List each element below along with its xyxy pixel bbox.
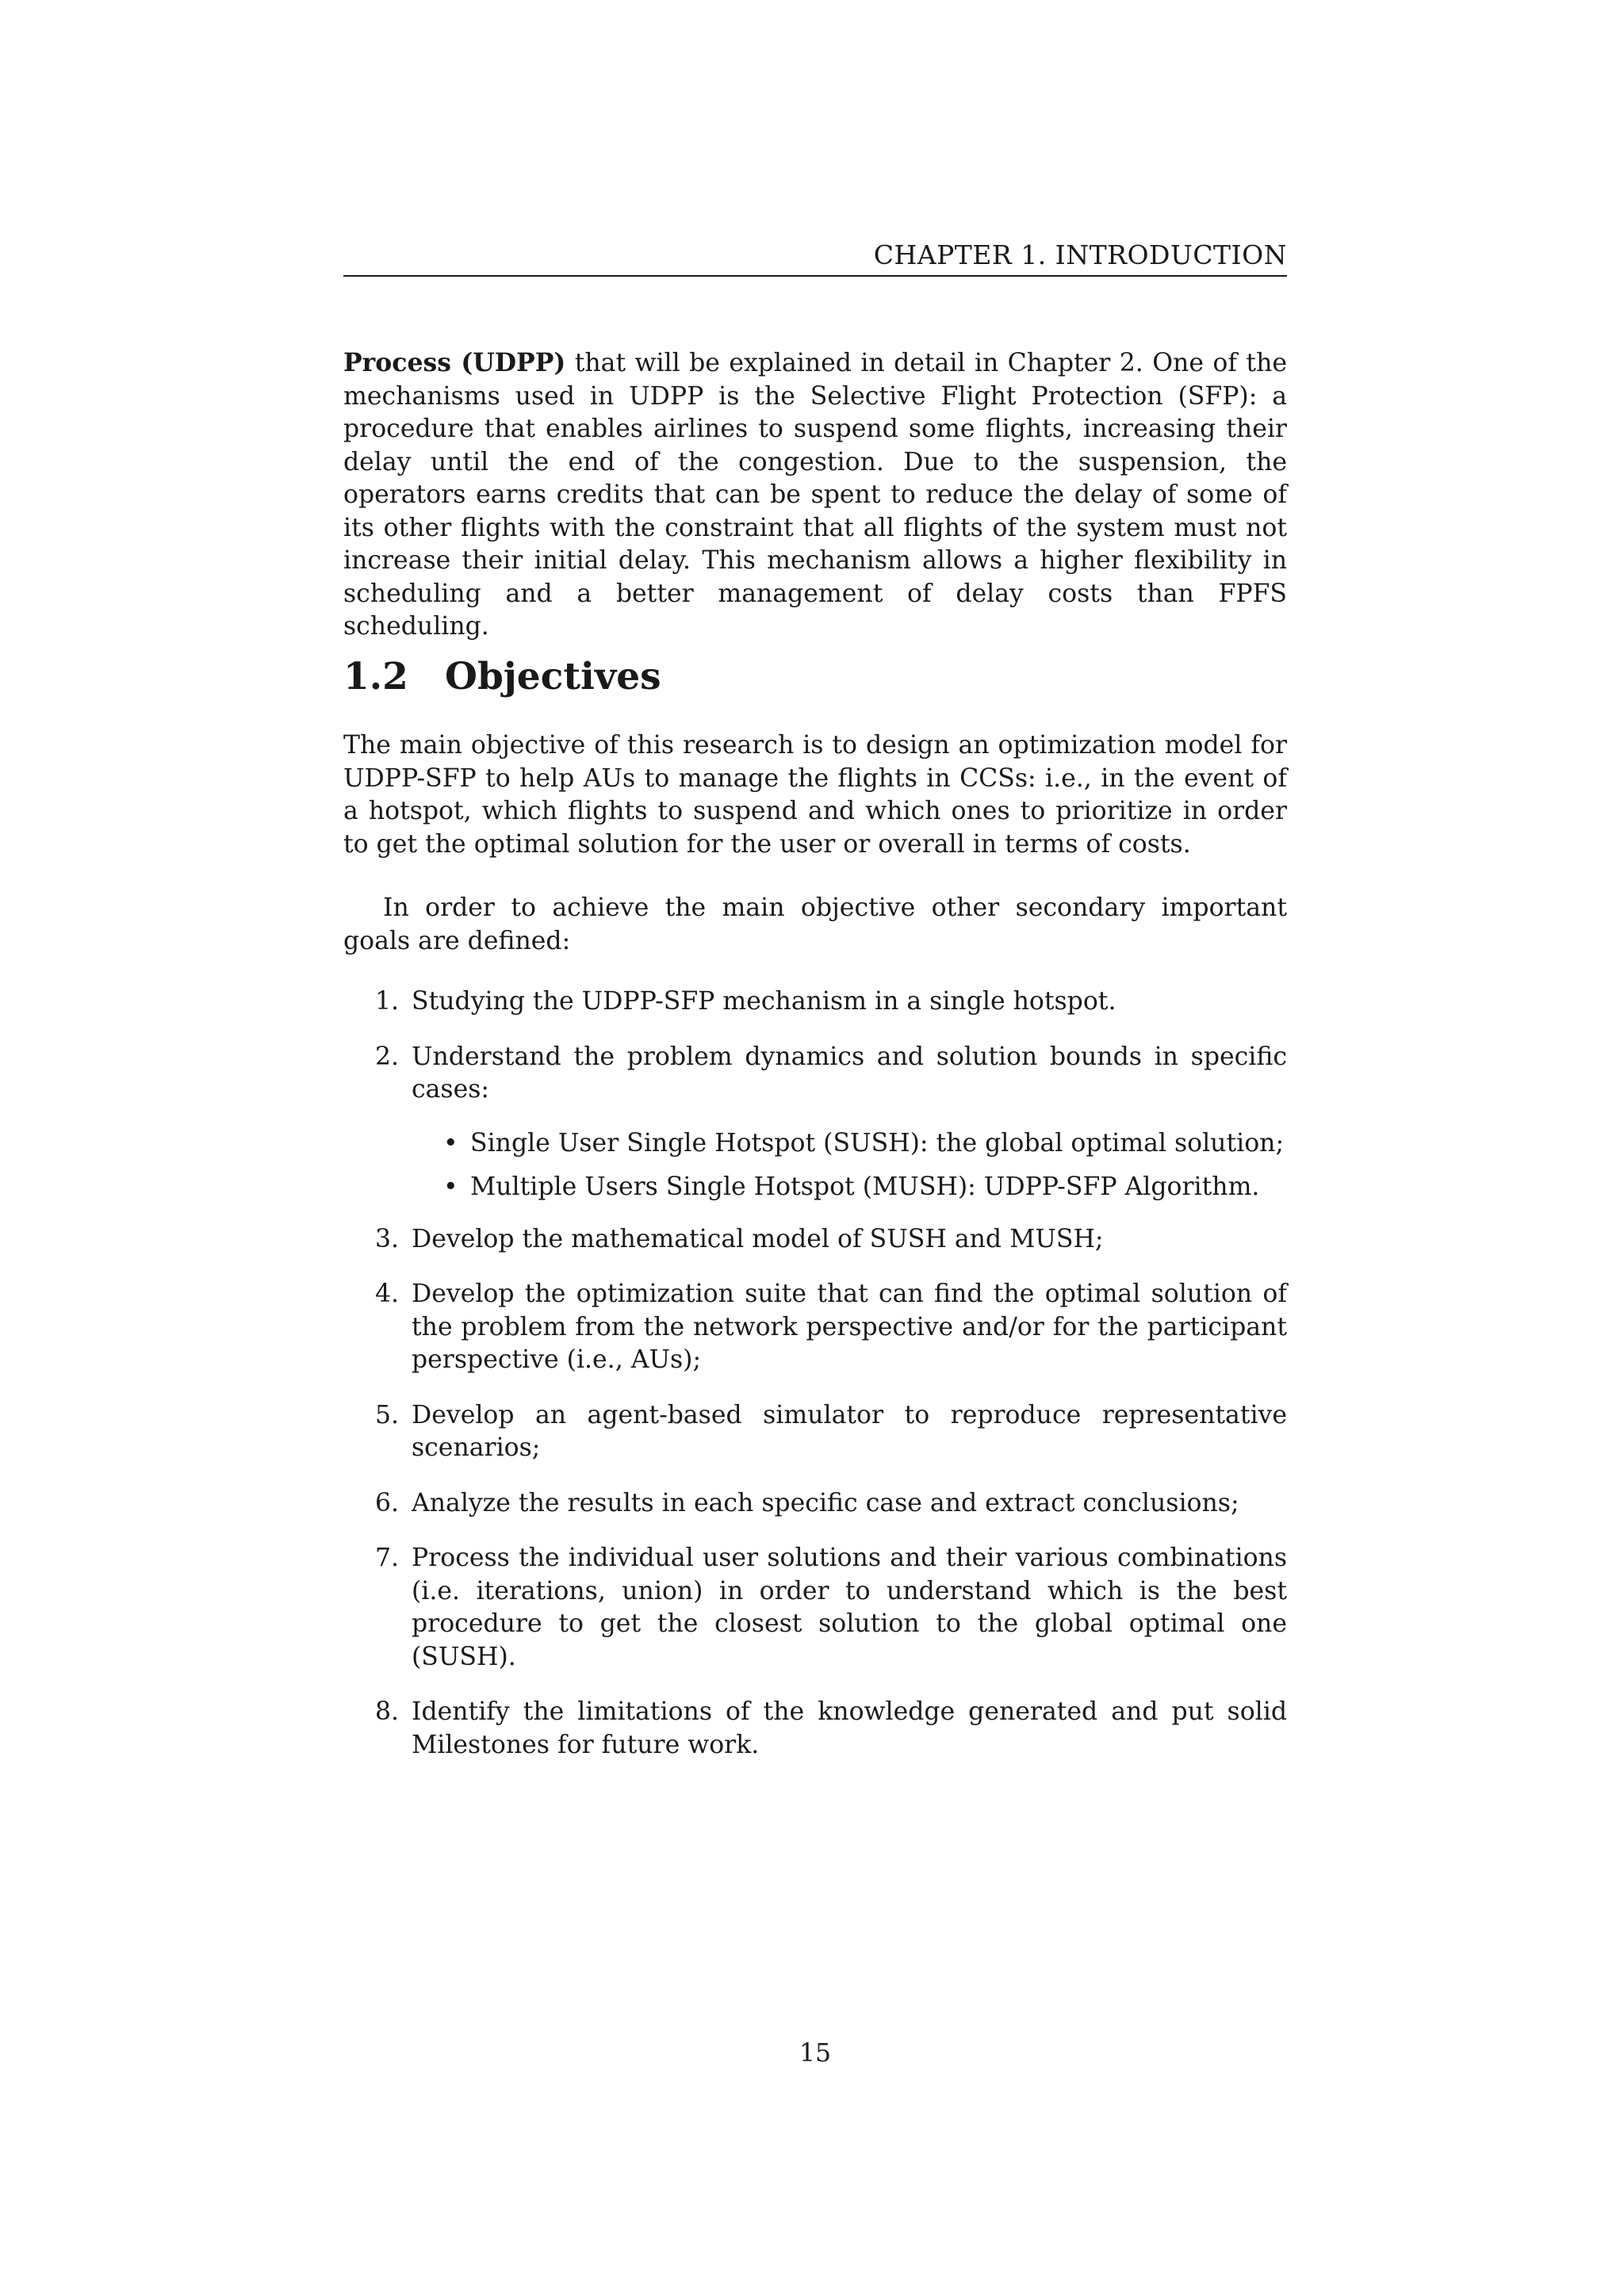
list-item (343, 1542, 1287, 1674)
list-item-number: 8. (375, 1697, 400, 1726)
paragraph-udpp (343, 346, 1287, 644)
list-item (343, 1487, 1287, 1521)
list-item-text: Develop the optimization suite that can find the optimal solution of the problem from the network perspective and/or for the participant perspective (i.e., AUs); (412, 1280, 1287, 1374)
sub-list-item-text: Single User Single Hotspot (SUSH): the global optimal solution; (470, 1128, 1285, 1158)
objectives-list (343, 985, 1287, 1784)
list-item-text: Identify the limitations of the knowledge generated and put solid Milestones for future work. (412, 1697, 1287, 1759)
document-page (343, 0, 1287, 2296)
running-head: CHAPTER 1. INTRODUCTION (873, 239, 1287, 270)
list-item (343, 1223, 1287, 1257)
section-number: 1.2 (343, 655, 408, 698)
list-item-text: Understand the problem dynamics and solution bounds in specific cases: (412, 1042, 1287, 1104)
list-item (343, 1278, 1287, 1377)
list-item-number: 4. (375, 1280, 400, 1308)
sub-list (412, 1127, 1287, 1204)
paragraph-bold-lead: Process (UDPP) (343, 348, 566, 377)
bullet-icon: • (443, 1173, 458, 1201)
list-item-number: 7. (375, 1544, 400, 1572)
list-item (343, 1399, 1287, 1465)
list-item-number: 3. (375, 1224, 400, 1253)
list-item (343, 1696, 1287, 1762)
list-item-text: Analyze the results in each specific case and extract conclusions; (412, 1488, 1239, 1517)
paragraph-main-objective: The main objective of this research is to design an optimization model for UDPP-SFP to help AUs to manage the flights in CCSs: i.e., in the event of a hotspot, which flights to suspend and which ones to prioritize in order to get the optimal solution for the user or overall in terms of costs. (343, 731, 1287, 859)
list-item-number: 5. (375, 1400, 400, 1429)
section-title: Objectives (445, 655, 661, 698)
list-item-text: Process the individual user solutions and their various combinations (i.e. iterations, union) in order to understand which is the best procedure to get the closest solution to the global optimal one (SUSH). (412, 1544, 1287, 1671)
list-item-text: Develop the mathematical model of SUSH and MUSH; (412, 1224, 1104, 1253)
list-item (343, 985, 1287, 1019)
paragraph-udpp-text: that will be explained in detail in Chapter 2. One of the mechanisms used in UDPP is the Selective Flight Protection (SFP): a procedure that enables airlines to suspend some flights, increasing their delay until the end of the congestion. Due to the suspension, the operators earns credits that can be spent to reduce the delay of some of its other flights with the constraint that all flights of the system must not increase their initial delay. This mechanism allows a higher flexibility in scheduling and a better management of delay costs than FPFS scheduling. (343, 349, 1287, 641)
header-rule (343, 275, 1287, 277)
paragraph-secondary-goals: In order to achieve the main objective other secondary important goals are defined: (343, 894, 1287, 955)
list-item-number: 6. (375, 1488, 400, 1517)
list-item-text: Develop an agent-based simulator to reproduce representative scenarios; (412, 1400, 1287, 1462)
sub-list-item-text: Multiple Users Single Hotspot (MUSH): UDPP-SFP Algorithm. (470, 1173, 1260, 1201)
list-item-number: 2. (375, 1042, 400, 1071)
list-item-text: Studying the UDPP-SFP mechanism in a single hotspot. (412, 987, 1116, 1016)
list-item (343, 1041, 1287, 1204)
page-number: 15 (799, 2039, 832, 2068)
section-heading (343, 655, 661, 698)
bullet-icon: • (443, 1128, 458, 1158)
sub-list-item (412, 1127, 1287, 1161)
sub-list-item (412, 1171, 1287, 1204)
list-item-number: 1. (375, 987, 400, 1016)
